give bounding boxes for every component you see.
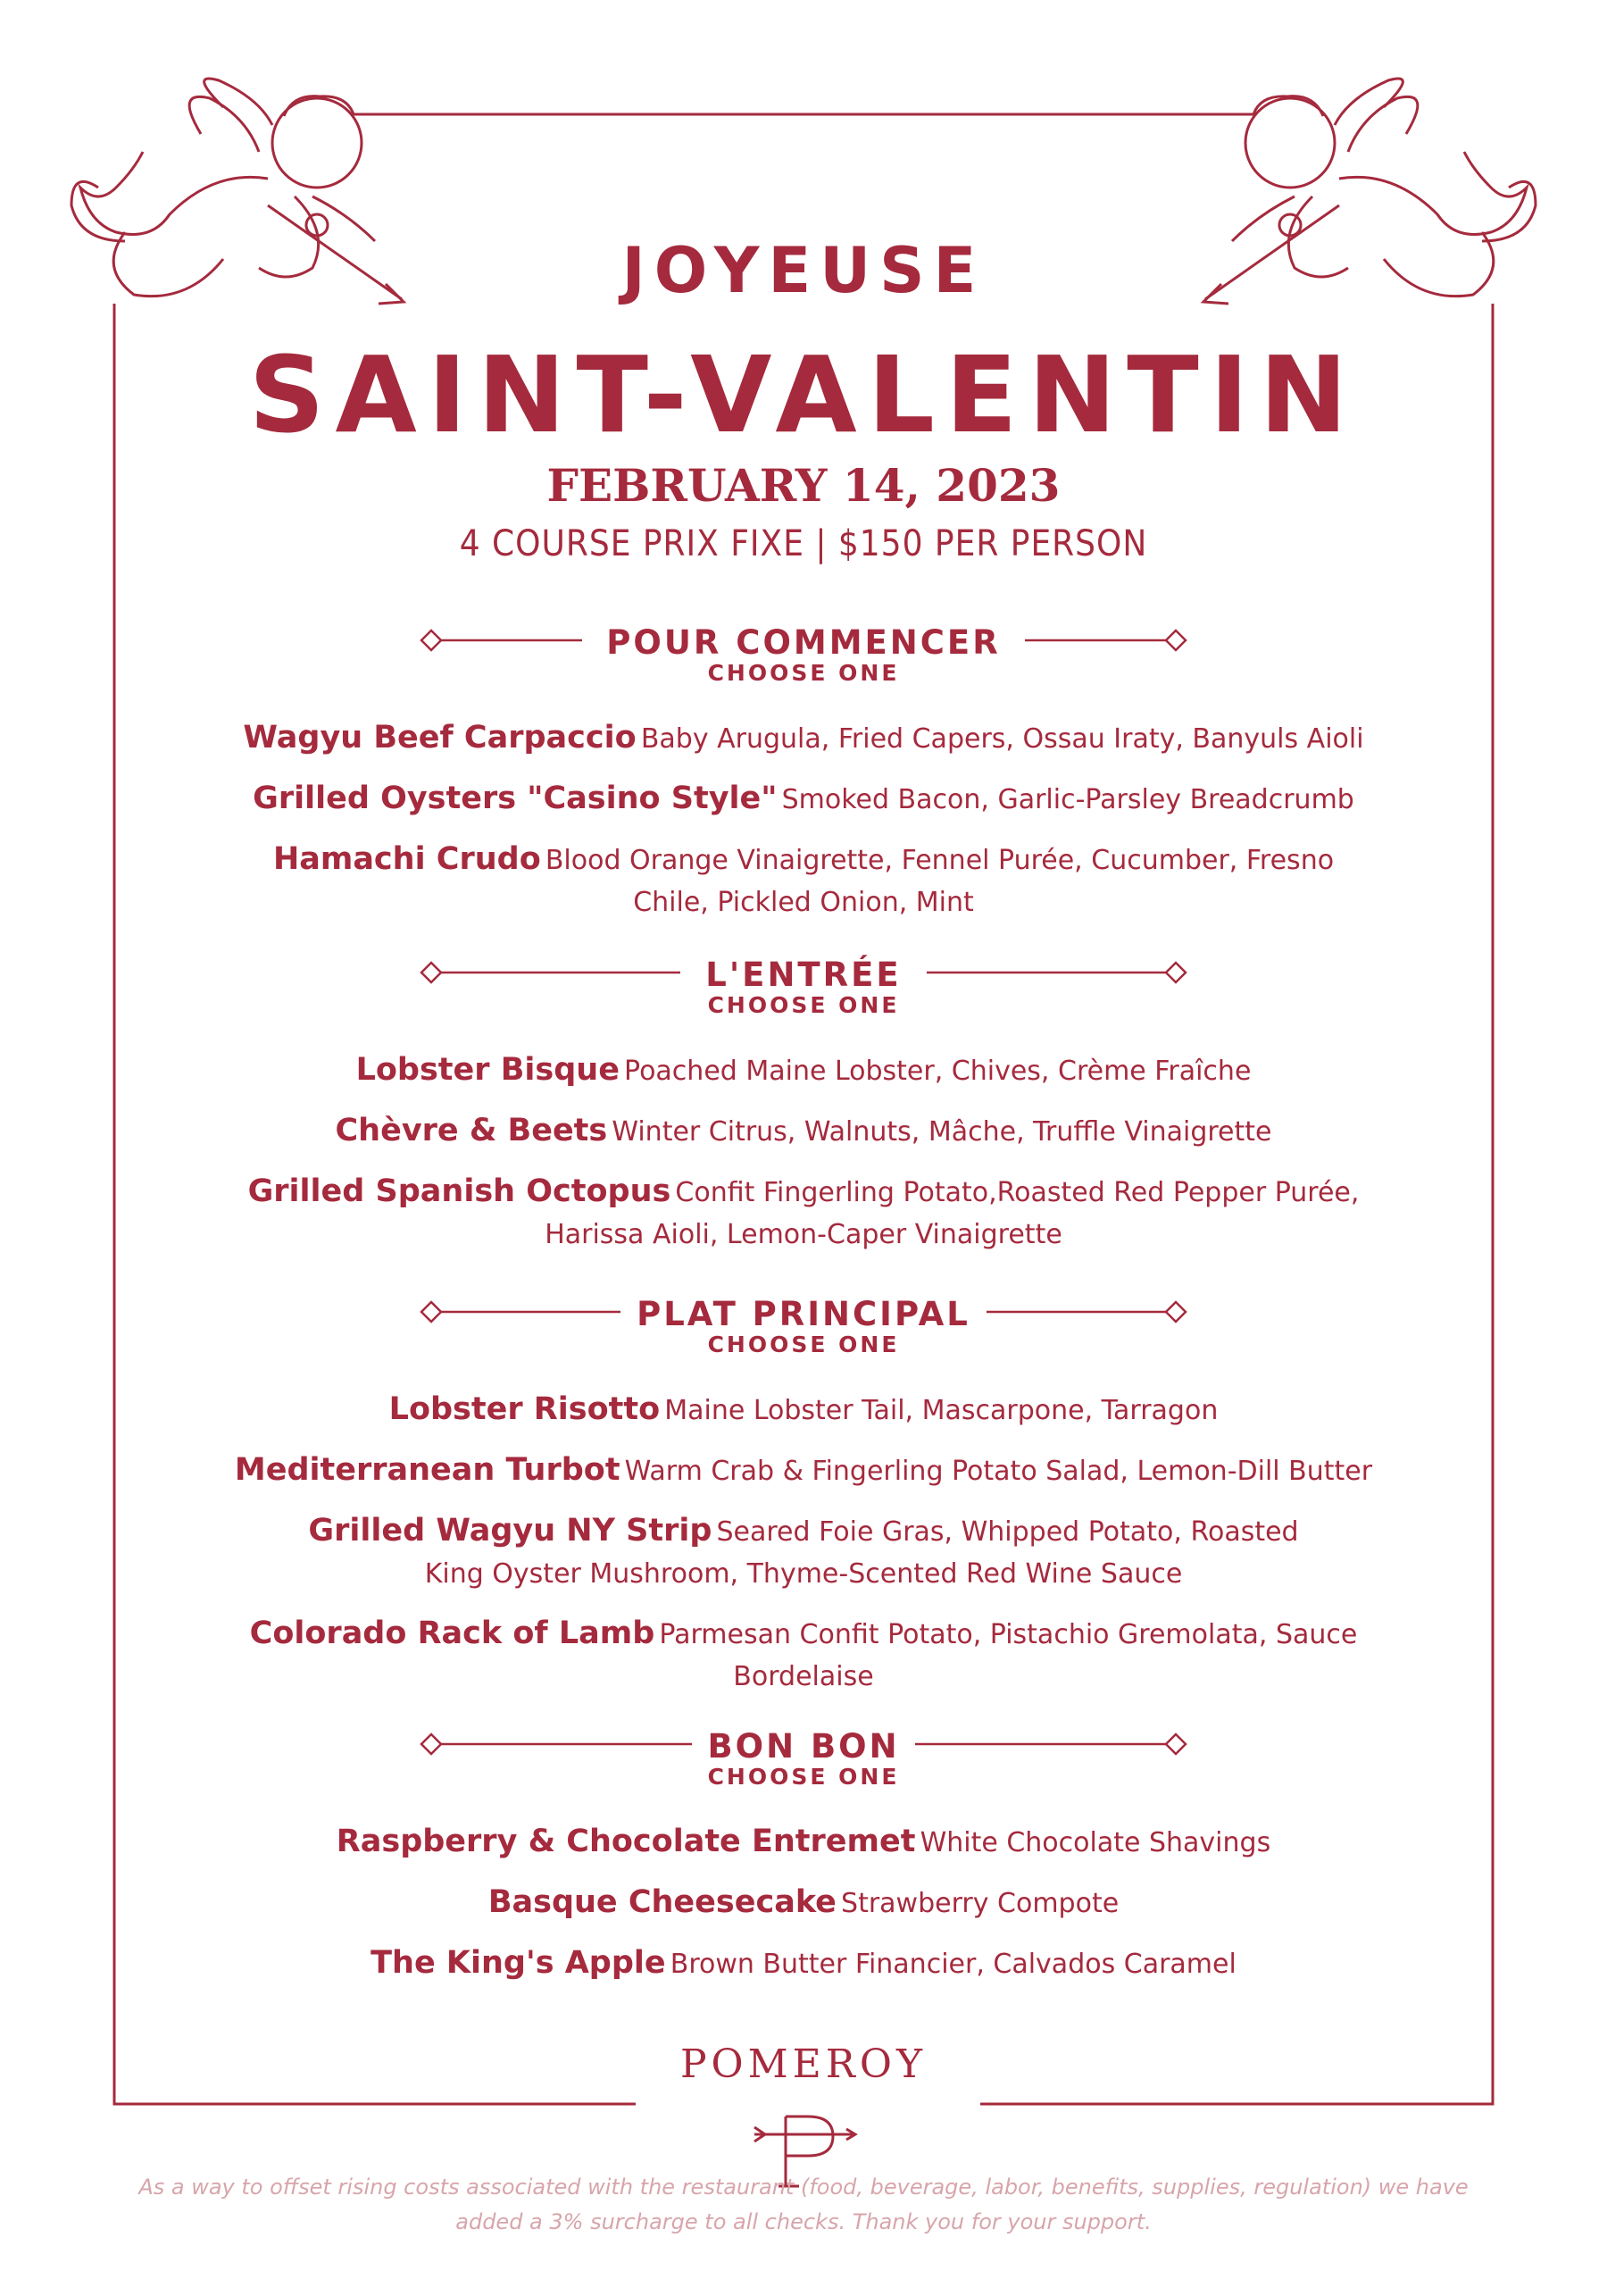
section-title: L'ENTRÉE: [705, 956, 902, 994]
dish-name: Basque Cheesecake: [487, 1884, 837, 1920]
menu-item: [179, 1390, 1428, 1433]
menu-item: [179, 1112, 1428, 1155]
dish-name: Chèvre & Beets: [335, 1113, 608, 1148]
menu-item: [179, 1051, 1428, 1094]
menu-item: [179, 1944, 1428, 1987]
dish-name: Lobster Bisque: [355, 1052, 620, 1088]
dish-description: Blood Orange Vinaigrette, Fennel Purée, Cucumber, Fresno Chile, Pickled Onion, Mint: [545, 845, 1335, 918]
dish-name: Wagyu Beef Carpaccio: [243, 720, 637, 756]
section-plat-principal: [0, 1292, 1607, 1717]
dish-description: Poached Maine Lobster, Chives, Crème Fraîche: [624, 1056, 1252, 1087]
section-lentree: [0, 953, 1607, 1275]
surcharge-note: As a way to offset rising costs associated with the restaurant (food, beverage, labor, benefits, supplies, regulation) we have added a 3% surcharge to all checks. Thank you for your support.: [138, 2175, 1469, 2234]
dish-name: Mediterranean Turbot: [234, 1452, 620, 1488]
menu-item: [179, 1883, 1428, 1926]
section-title: BON BON: [707, 1727, 900, 1766]
section-pour-commencer: [0, 621, 1607, 943]
dish-name: Colorado Rack of Lamb: [249, 1616, 655, 1651]
dish-description: Baby Arugula, Fried Capers, Ossau Iraty, Banyuls Aioli: [640, 723, 1364, 755]
dish-description: Smoked Bacon, Garlic-Parsley Breadcrumb: [781, 784, 1354, 815]
section-bon-bon: [0, 1724, 1607, 2005]
dish-description: Brown Butter Financier, Calvados Caramel: [670, 1949, 1236, 1980]
page-title: SAINT-VALENTIN: [248, 333, 1359, 456]
event-date: FEBRUARY 14, 2023: [546, 459, 1061, 512]
dish-description: Maine Lobster Tail, Mascarpone, Tarragon: [664, 1395, 1219, 1426]
dish-description: Warm Crab & Fingerling Potato Salad, Lemon-Dill Butter: [624, 1456, 1373, 1487]
menu-item: [214, 1173, 1393, 1257]
menu-item: [179, 780, 1428, 822]
dish-name: Hamachi Crudo: [272, 841, 541, 877]
dish-description: Strawberry Compote: [841, 1888, 1120, 1919]
section-subtitle: CHOOSE ONE: [707, 660, 900, 686]
joyeuse-heading: JOYEUSE: [621, 234, 986, 307]
dish-description: White Chocolate Shavings: [920, 1827, 1271, 1858]
section-subtitle: CHOOSE ONE: [707, 1332, 900, 1357]
dish-name: Lobster Risotto: [388, 1391, 661, 1427]
dish-name: The King's Apple: [371, 1945, 666, 1981]
section-subtitle: CHOOSE ONE: [707, 992, 900, 1018]
dish-description: Confit Fingerling Potato,Roasted Red Pepper Purée, Harissa Aioli, Lemon-Caper Vinaigrette: [545, 1177, 1360, 1250]
section-subtitle: CHOOSE ONE: [707, 1764, 900, 1790]
section-title: POUR COMMENCER: [606, 623, 1001, 662]
dish-description: Parmesan Confit Potato, Pistachio Gremolata, Sauce Bordelaise: [659, 1619, 1358, 1692]
dish-name: Grilled Wagyu NY Strip: [308, 1513, 712, 1549]
section-title: PLAT PRINCIPAL: [637, 1295, 970, 1333]
menu-item: [179, 719, 1428, 762]
brand-name: POMEROY: [679, 2041, 928, 2087]
menu-item: [246, 1615, 1361, 1699]
dish-name: Raspberry & Chocolate Entremet: [336, 1824, 916, 1859]
dish-description: Seared Foie Gras, Whipped Potato, Roasted King Oyster Mushroom, Thyme-Scented Red Wine Sauce: [424, 1516, 1299, 1590]
prix-fixe-info: 4 COURSE PRIX FIXE | $150 PER PERSON: [459, 523, 1148, 564]
dish-description: Winter Citrus, Walnuts, Mâche, Truffle Vinaigrette: [612, 1116, 1272, 1148]
menu-item: [304, 1512, 1303, 1597]
menu-item: [241, 840, 1366, 925]
dish-name: Grilled Oysters "Casino Style": [253, 781, 778, 816]
dish-name: Grilled Spanish Octopus: [247, 1173, 671, 1209]
menu-item: [179, 1451, 1428, 1494]
menu-item: [179, 1823, 1428, 1866]
